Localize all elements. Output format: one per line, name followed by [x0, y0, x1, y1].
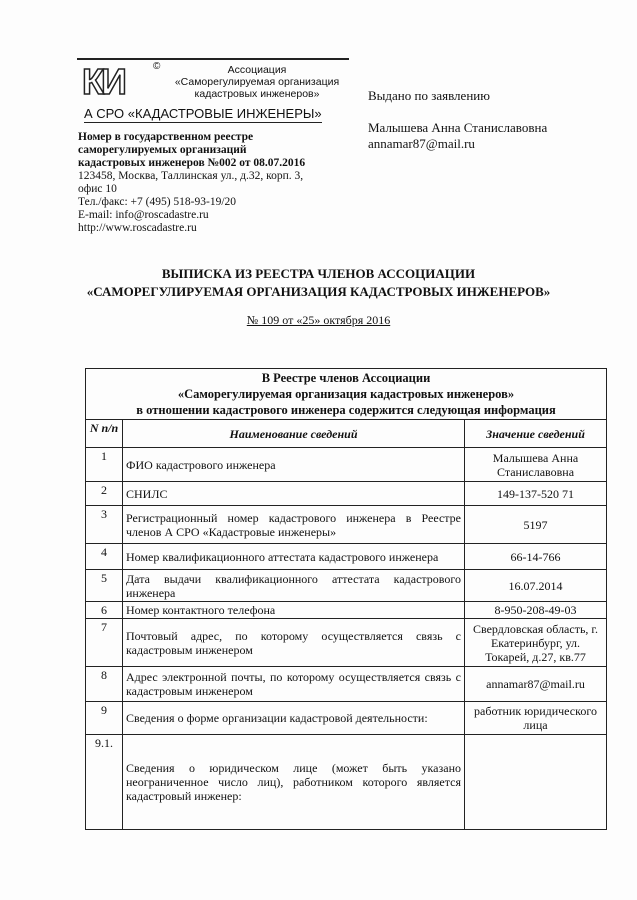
recipient-name: Малышева Анна Станиславовна [368, 120, 548, 135]
row-name: СНИЛС [123, 482, 465, 506]
row-name: Регистрационный номер кадастрового инженера в Реестре членов А СРО «Кадастровые инженеры» [123, 506, 465, 544]
copyright-icon: © [153, 61, 161, 72]
table-row [86, 482, 607, 506]
reg-line: Номер в государственном реестре [78, 131, 254, 143]
table-row [86, 544, 607, 570]
row-number: 8 [86, 667, 123, 702]
logo-line: кадастровых инженеров» [194, 88, 320, 100]
header-line: «Саморегулируемая организация кадастровых инженеров» [177, 387, 515, 401]
row-number: 9 [86, 702, 123, 735]
row-name: Номер контактного телефона [123, 602, 465, 619]
row-value: 5197 [465, 506, 607, 544]
table-row [86, 570, 607, 602]
org-website: http://www.roscadastre.ru [78, 222, 197, 234]
row-value: Свердловская область, г. Екатеринбург, ул. Токарей, д.27, кв.77 [465, 619, 607, 667]
row-number: 7 [86, 619, 123, 667]
table-row [86, 735, 607, 830]
row-value: 8-950-208-49-03 [465, 602, 607, 619]
row-name: Адрес электронной почты, по которому осуществляется связь с кадастровым инженером [123, 667, 465, 702]
row-value: Малышева Анна Станиславовна [465, 448, 607, 482]
row-name: Почтовый адрес, по которому осуществляется связь с кадастровым инженером [123, 619, 465, 667]
registry-table [85, 368, 607, 830]
table-row [86, 619, 607, 667]
header-line: в отношении кадастрового инженера содержится следующая информация [136, 403, 556, 417]
table-header [86, 369, 607, 420]
association-logo [77, 58, 349, 126]
logo-rule [77, 58, 349, 60]
recipient-email: annamar87@mail.ru [368, 136, 475, 151]
document-number: № 109 от «25» октября 2016 [246, 313, 391, 327]
row-number: 5 [86, 570, 123, 602]
row-name: Дата выдачи квалификационного аттестата кадастрового инженера [123, 570, 465, 602]
logo-sro: А СРО «КАДАСТРОВЫЕ ИНЖЕНЕРЫ» [84, 106, 322, 121]
table-row [86, 506, 607, 544]
row-number: 9.1. [86, 735, 123, 830]
col-header-n: N п/п [86, 420, 123, 448]
col-header-value: Значение сведений [465, 420, 607, 448]
row-number: 3 [86, 506, 123, 544]
table-row [86, 702, 607, 735]
reg-line: кадастровых инженеров №002 от 08.07.2016 [78, 157, 306, 169]
reg-line: саморегулируемых организаций [78, 144, 247, 156]
row-number: 1 [86, 448, 123, 482]
table-row [86, 602, 607, 619]
org-address: 123458, Москва, Таллинская ул., д.32, корп. 3, офис 10 [78, 170, 304, 195]
table-row [86, 667, 607, 702]
row-value [465, 735, 607, 830]
recipient-block [368, 88, 547, 152]
org-details [78, 131, 328, 235]
org-email: E-mail: info@roscadastre.ru [78, 209, 209, 221]
row-name: ФИО кадастрового инженера [123, 448, 465, 482]
header-line: В Реестре членов Ассоциации [261, 371, 431, 385]
issued-note: Выдано по заявлению [368, 88, 490, 103]
row-number: 6 [86, 602, 123, 619]
table-row [86, 448, 607, 482]
row-value: 149-137-520 71 [465, 482, 607, 506]
row-value: 66-14-766 [465, 544, 607, 570]
logo-mark: КИ [82, 61, 124, 102]
title-line: ВЫПИСКА ИЗ РЕЕСТРА ЧЛЕНОВ АССОЦИАЦИИ [161, 266, 476, 281]
logo-line: Ассоциация [227, 64, 287, 76]
org-phone: Тел./факс: +7 (495) 518-93-19/20 [78, 196, 237, 208]
row-value: 16.07.2014 [465, 570, 607, 602]
logo-line: «Саморегулируемая организация [174, 76, 340, 88]
row-value: работник юридического лица [465, 702, 607, 735]
row-number: 2 [86, 482, 123, 506]
row-number: 4 [86, 544, 123, 570]
row-name: Сведения о форме организации кадастровой деятельности: [123, 702, 465, 735]
row-value: annamar87@mail.ru [465, 667, 607, 702]
logo-text [165, 64, 349, 100]
document-title [0, 265, 637, 301]
row-name: Сведения о юридическом лице (может быть указано неограниченное число лиц), работником которого является кадастровый инженер: [123, 735, 465, 830]
row-name: Номер квалификационного аттестата кадастрового инженера [123, 544, 465, 570]
col-header-name: Наименование сведений [123, 420, 465, 448]
title-line: «САМОРЕГУЛИРУЕМАЯ ОРГАНИЗАЦИЯ КАДАСТРОВЫХ ИНЖЕНЕРОВ» [86, 284, 551, 299]
